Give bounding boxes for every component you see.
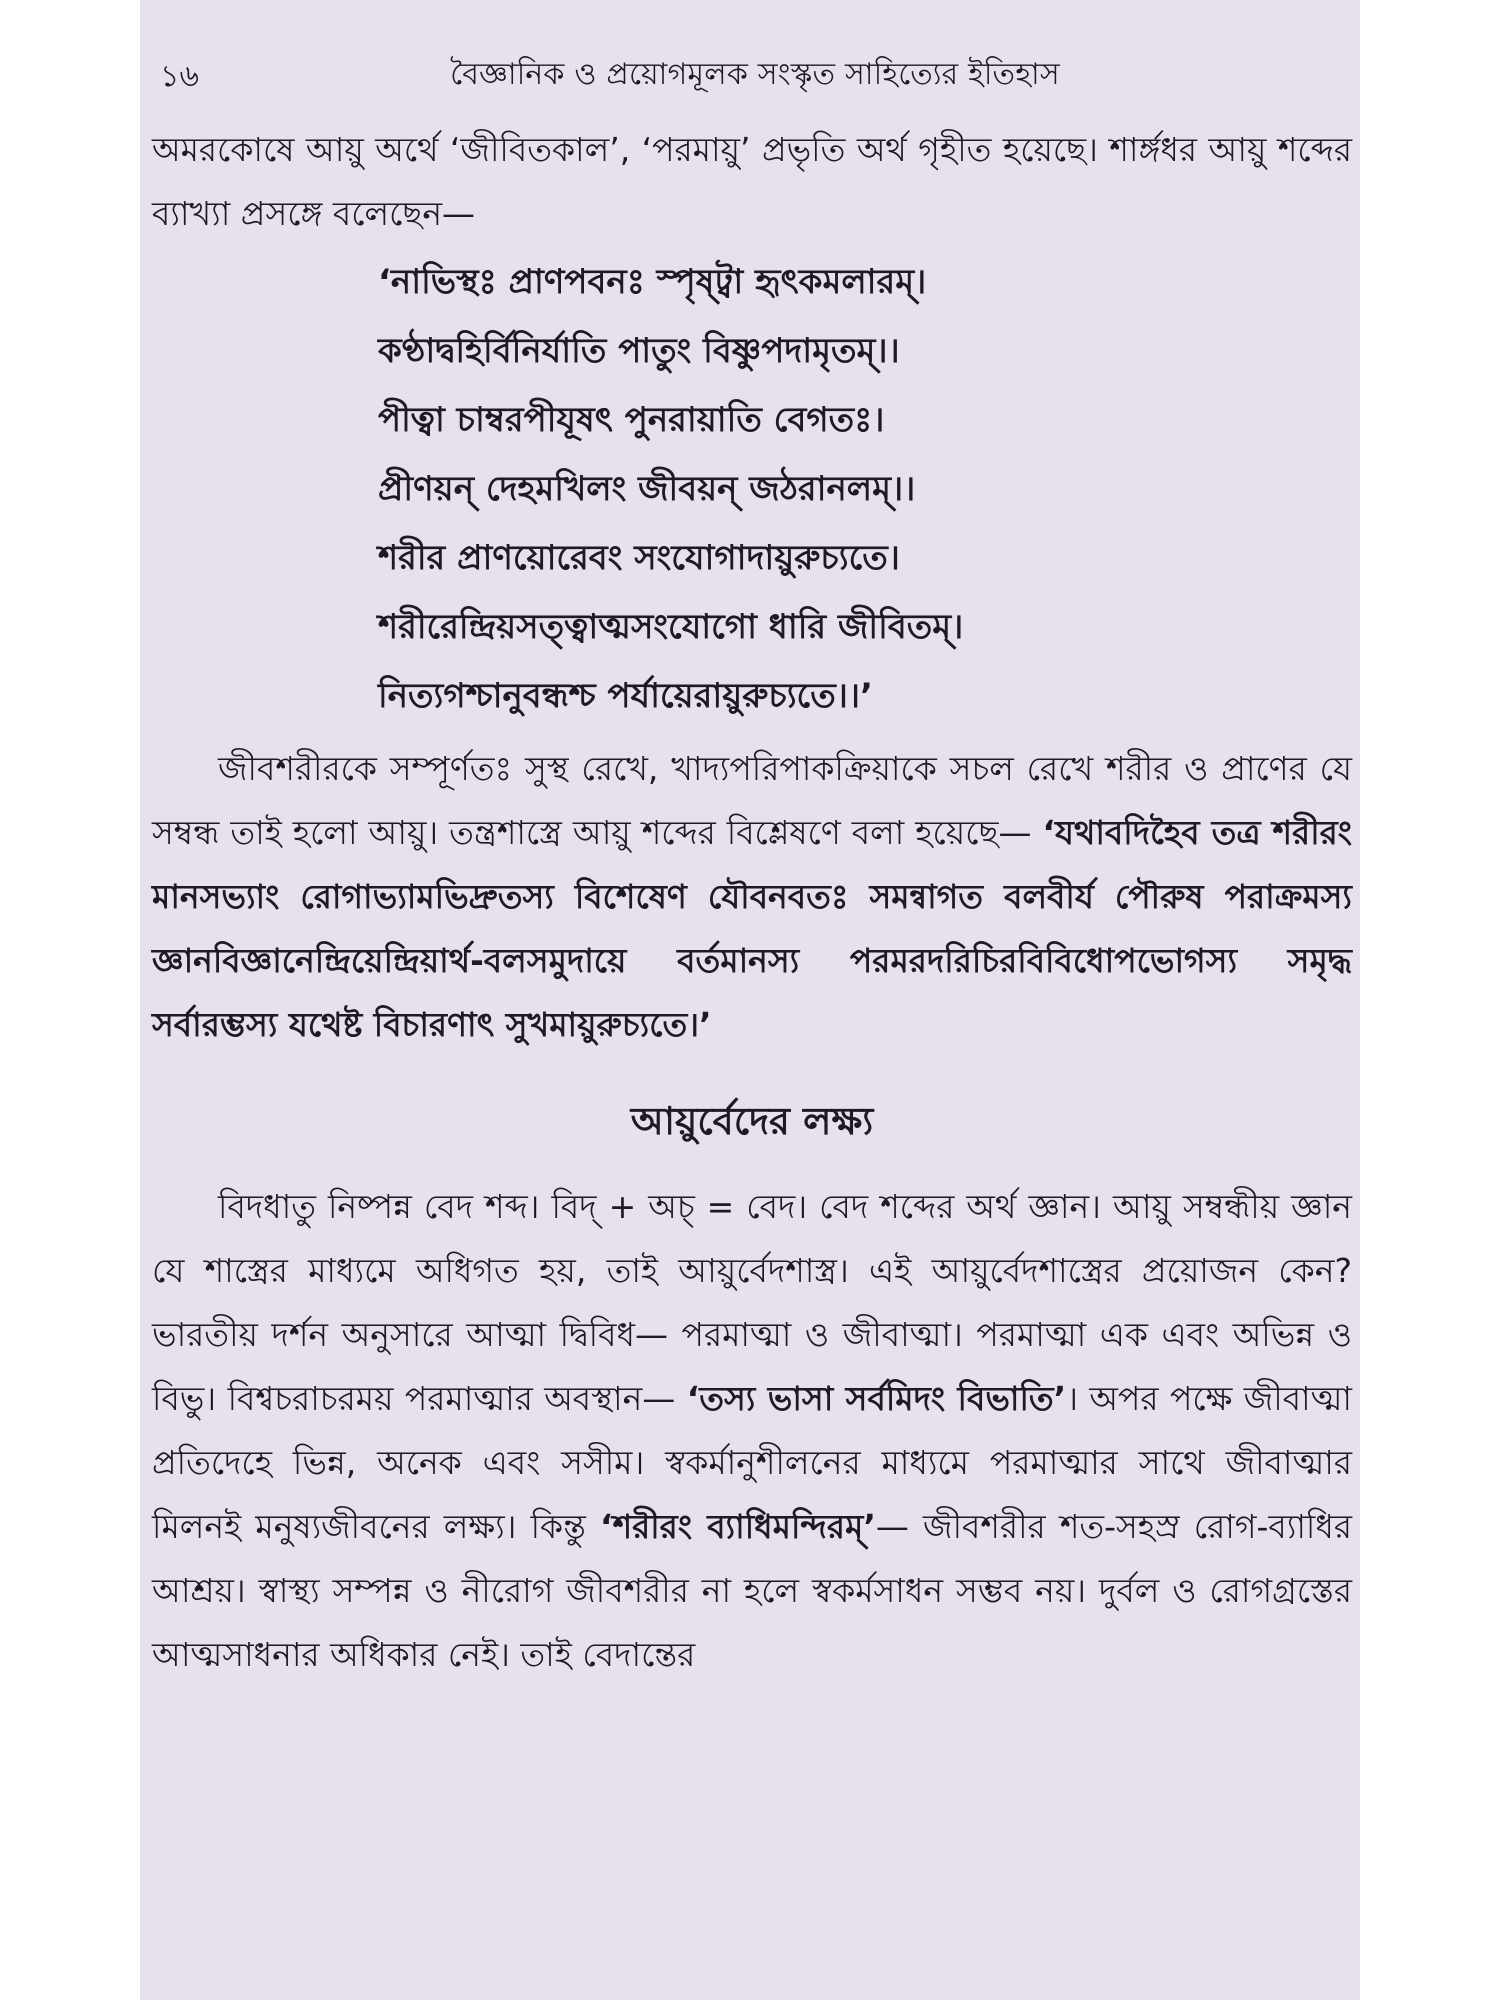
book-page <box>140 0 1360 2000</box>
ayu-definition-paragraph <box>152 737 1352 1057</box>
page-body <box>152 118 1352 1687</box>
intro-paragraph: অমরকোষে আয়ু অর্থে ‘জীবিতকাল’, ‘পরমায়ু’ প্রভৃতি অর্থ গৃহীত হয়েছে। শার্ঙ্গধর আয়ু শব্দের ব্যাখ্যা প্রসঙ্গে বলেছেন— <box>152 130 1352 233</box>
tantra-quote: ‘যথাবদিহৈব তত্র শরীরং মানসভ্যাং রোগাভ্যামভিদ্রুতস্য বিশেষেণ যৌবনবতঃ সমন্বাগত বলবীর্য পৌরুষ পরাক্রমস্য জ্ঞানবিজ্ঞানেন্দ্রিয়েন্দ্রিয়ার্থ-বলসমুদায়ে বর্তমানস্য পরমরদরিচিরবিবিধোপভোগস্য সমৃদ্ধ সর্বারম্ভস্য যথেষ্ট বিচারণাৎ সুখমায়ুরুচ্যতে।’ <box>152 813 1353 1044</box>
page-header <box>160 44 1350 104</box>
body-disease-quote: ‘শরীরং ব্যাধিমন্দিরম্’ <box>600 1507 876 1546</box>
paragraph-text: বিদধাতু নিষ্পন্ন বেদ শব্দ। বিদ্ + অচ্ = বেদ। বেদ শব্দের অর্থ জ্ঞান। আয়ু সম্বন্ধীয় জ্ঞান যে শাস্ত্রের মাধ্যমে অধিগত হয়, তাই আয়ুর্বেদশাস্ত্র। এই আয়ুর্বেদশাস্ত্রের প্রয়োজন কেন? ভারতীয় দর্শন অনুসারে আত্মা দ্বিবিধ— পরমাত্মা ও জীবাত্মা। পরমাত্মা এক এবং অভিন্ন ও বিভু। বিশ্বচরাচরময় পরমাত্মার অবস্থান— <box>152 1187 1352 1418</box>
sanskrit-verse <box>378 248 1352 731</box>
ayurveda-goal-paragraph <box>152 1175 1352 1687</box>
paragraph-text: । অপর পক্ষে জীবাত্মা প্রতিদেহে ভিন্ন, অনেক এবং সসীম। স্বকর্মানুশীলনের মাধ্যমে পরমাত্মার সাথে জীবাত্মার মিলনই মনুষ্যজীবনের লক্ষ্য। কিন্তু <box>152 1379 1352 1546</box>
verse-line: নিত্যগশ্চানুবন্ধশ্চ পর্যায়েরায়ুরুচ্যতে।।’ <box>378 676 873 716</box>
paragraph-text: — জীবশরীর শত-সহস্র রোগ-ব্যাধির আশ্রয়। স্বাস্থ্য সম্পন্ন ও নীরোগ জীবশরীর না হলে স্বকর্মসাধন সম্ভব নয়। দুর্বল ও রোগগ্রস্তের আত্মসাধনার অধিকার নেই। তাই বেদান্তের <box>152 1507 1353 1674</box>
verse-line: শরীর প্রাণয়োরেবং সংযোগাদায়ুরুচ্যতে। <box>378 538 900 578</box>
verse-line: ‘নাভিস্থঃ প্রাণপবনঃ স্পৃষ্ট্বা হৃৎকমলারম্। <box>378 262 927 302</box>
verse-line: প্রীণয়ন্ দেহমখিলং জীবয়ন্ জঠরানলম্।। <box>378 469 916 509</box>
page-number: ১৬ <box>160 59 199 94</box>
verse-line: কণ্ঠাদ্বহির্বিনির্যাতি পাতুং বিষ্ণুপদামৃতম্।। <box>378 331 900 371</box>
upanishad-quote: ‘তস্য ভাসা সর্বমিদং বিভাতি’ <box>686 1379 1067 1418</box>
section-heading: আয়ুর্বেদের লক্ষ্য <box>630 1099 874 1143</box>
verse-line: পীত্বা চাম্বরপীযূষৎ পুনরায়াতি বেগতঃ। <box>378 400 885 440</box>
running-title: বৈজ্ঞানিক ও প্রয়োগমূলক সংস্কৃত সাহিত্যের ইতিহাস <box>450 57 1060 92</box>
verse-line: শরীরেন্দ্রিয়সত্ত্বাত্মসংযোগো ধারি জীবিতম্। <box>378 607 964 647</box>
paragraph-text: জীবশরীরকে সম্পূর্ণতঃ সুস্থ রেখে, খাদ্যপরিপাকক্রিয়াকে সচল রেখে শরীর ও প্রাণের যে সম্বন্ধ তাই হলো আয়ু। তন্ত্রশাস্ত্রে আয়ু শব্দের বিশ্লেষণে বলা হয়েছে— <box>152 749 1352 852</box>
